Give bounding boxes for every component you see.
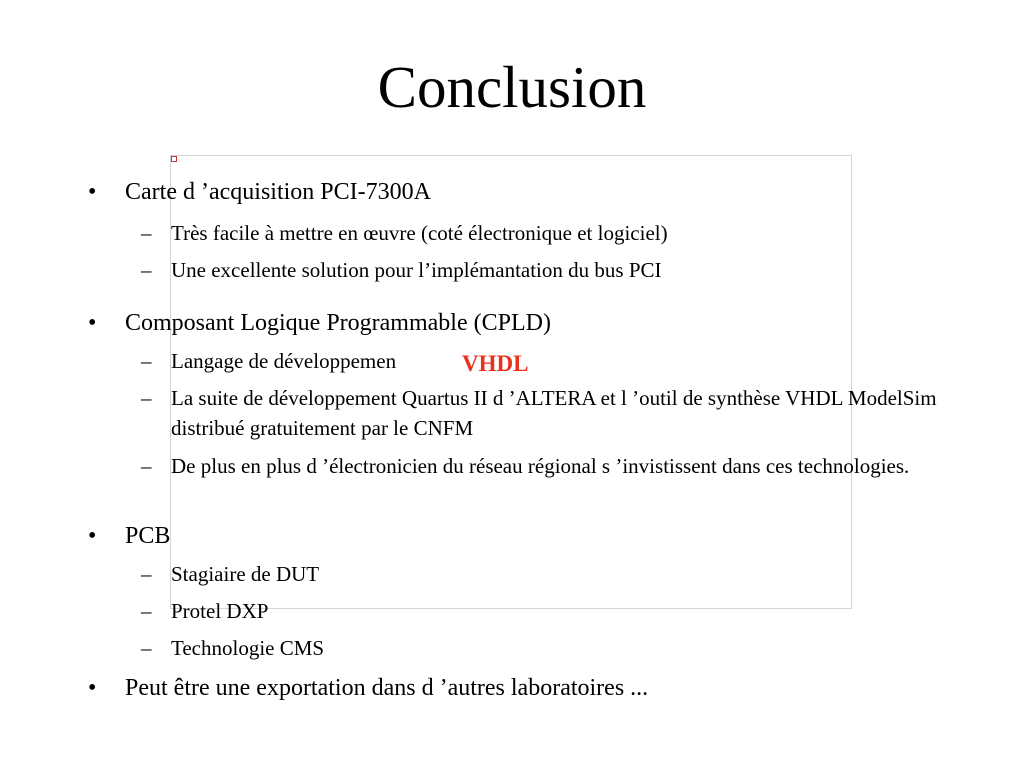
bullet-marker: • <box>88 310 97 336</box>
bullet-marker: • <box>88 523 97 549</box>
sub-item-text: Stagiaire de DUT <box>171 562 320 586</box>
sub-item-text: La suite de développement Quartus II d ’ALTERA et l ’outil de synthèse VHDL ModelSim distribué gratuitement par le CNFM <box>171 386 937 440</box>
dash-marker: – <box>141 636 152 660</box>
vhdl-highlight-label: VHDL <box>462 350 546 378</box>
dash-marker: – <box>141 386 152 410</box>
bullet-marker: • <box>88 179 97 205</box>
embedded-object-header <box>171 156 183 162</box>
sub-item-text: Technologie CMS <box>171 636 325 660</box>
sub-item-text: Très facile à mettre en œuvre (coté électronique et logiciel) <box>171 221 668 245</box>
bullet-text: Carte d ’acquisition PCI-7300A <box>125 179 431 205</box>
bullet-marker: • <box>88 675 97 701</box>
embedded-object-caption: ... <box>180 157 183 161</box>
dash-marker: – <box>141 454 152 478</box>
dash-marker: – <box>141 349 152 373</box>
embedded-object-icon <box>171 156 177 162</box>
dash-marker: – <box>141 221 152 245</box>
dash-marker: – <box>141 562 152 586</box>
dash-marker: – <box>141 599 152 623</box>
slide-title: Conclusion <box>377 54 647 120</box>
bullet-text: PCB <box>125 523 171 549</box>
sub-item-text: Une excellente solution pour l’implémantation du bus PCI <box>171 258 662 282</box>
sub-item-text: De plus en plus d ’électronicien du réseau régional s ’invistissent dans ces technologies. <box>171 454 910 478</box>
bullet-text: Composant Logique Programmable (CPLD) <box>125 310 551 336</box>
sub-item-text: Langage de développemen <box>171 349 397 373</box>
dash-marker: – <box>141 258 152 282</box>
bullet-text: Peut être une exportation dans d ’autres laboratoires ... <box>125 675 649 701</box>
sub-item-text: Protel DXP <box>171 599 269 623</box>
